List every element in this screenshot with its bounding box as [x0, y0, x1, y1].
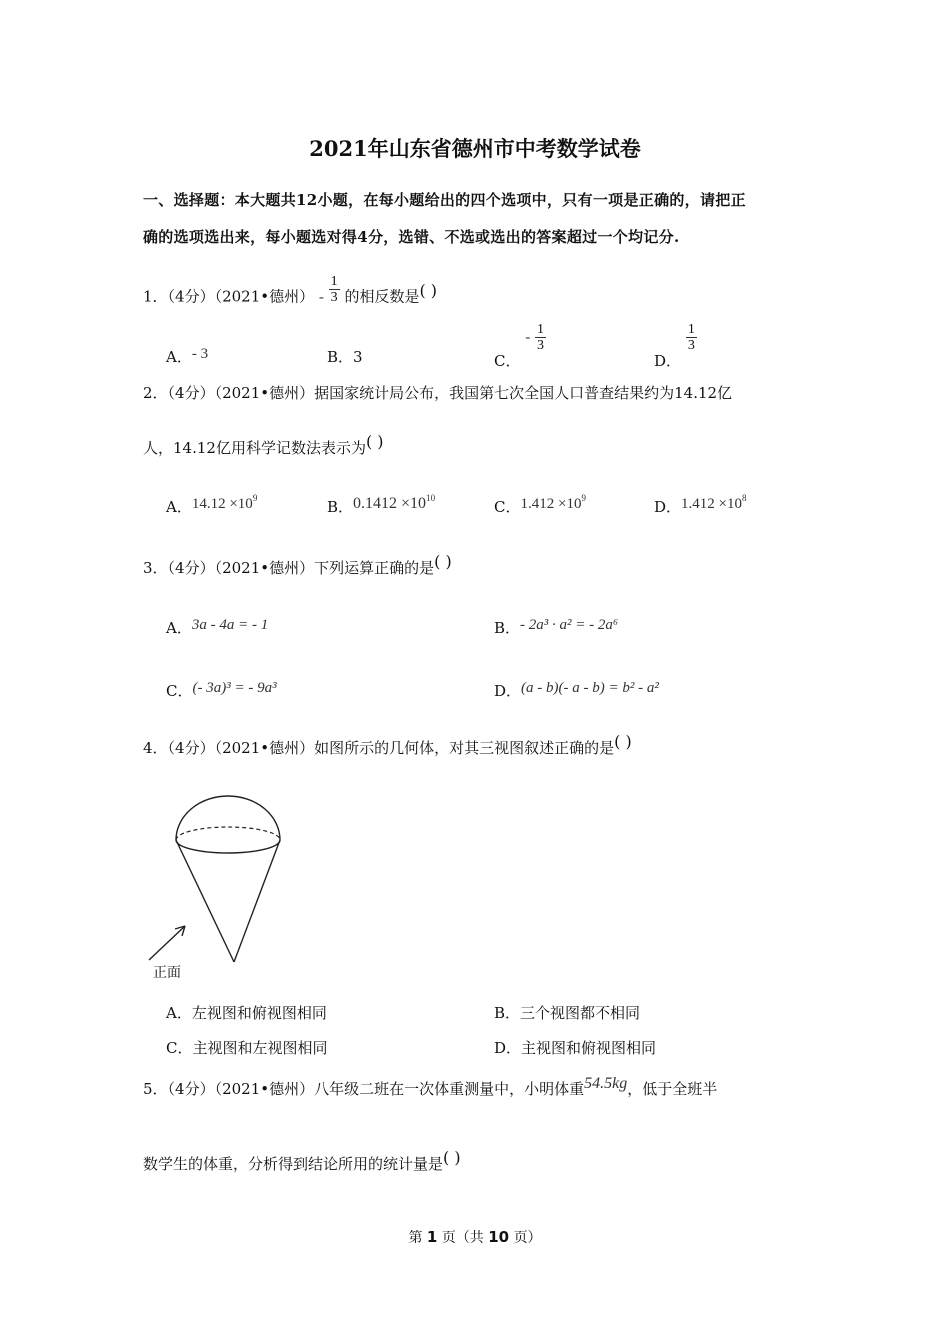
weight-value: 54.5kg: [584, 1075, 628, 1092]
option-label: C．: [494, 351, 521, 370]
q3-option-b: [494, 617, 618, 638]
q4-option-b: B．三个视图都不相同: [494, 1004, 641, 1022]
question-1: [143, 274, 438, 313]
page-footer: [0, 1227, 950, 1247]
option-label: C．: [494, 498, 521, 516]
q2-option-a: [166, 493, 258, 517]
option-value: - 3: [191, 346, 209, 362]
figure-label-front: 正面: [153, 965, 181, 981]
question-5-line2: [143, 1148, 461, 1174]
q3-option-d: [494, 680, 659, 701]
view-arrow-shaft: [149, 926, 185, 960]
q1-option-c: [494, 322, 546, 370]
option-base: 1.412 ×10: [681, 496, 742, 512]
option-value: 3: [353, 348, 363, 366]
footer-text: 第: [408, 1230, 423, 1246]
cone-left-edge: [176, 840, 234, 962]
question-2-line1: 2．（4分）（2021•德州）据国家统计局公布，我国第七次全国人口普查结果约为14.12亿: [143, 384, 733, 402]
answer-blank: ( ): [419, 280, 438, 300]
question-1-neg-sign: -: [318, 289, 324, 306]
footer-text: 页）: [513, 1230, 542, 1246]
question-2-text: 人，14.12亿用科学记数法表示为: [143, 439, 366, 457]
q1-option-b: [327, 346, 363, 367]
option-base: 0.1412 ×10: [353, 495, 427, 512]
question-1-prefix: 1．（4分）（2021•德州）: [143, 287, 315, 306]
question-3-text: 3．（4分）（2021•德州）下列运算正确的是: [143, 559, 435, 577]
option-expression: (a - b)(- a - b) = b² - a²: [521, 680, 659, 696]
answer-blank: ( ): [443, 1148, 461, 1167]
option-exponent: 10: [426, 493, 436, 503]
fraction-denominator: 3: [687, 338, 695, 353]
question-1-fraction: [329, 274, 340, 305]
option-fraction: [535, 322, 546, 353]
option-label: A．: [166, 498, 192, 516]
option-exponent: 9: [581, 493, 586, 503]
fraction-numerator: 1: [687, 322, 695, 337]
answer-blank: ( ): [365, 432, 384, 451]
q2-option-d: [654, 493, 747, 517]
question-4-text: 4．（4分）（2021•德州）如图所示的几何体，对其三视图叙述正确的是: [143, 739, 615, 757]
question-5-text: 5．（4分）（2021•德州）八年级二班在一次体重测量中，小明体重: [143, 1080, 585, 1098]
page-title: 2021年山东省德州市中考数学试卷: [309, 136, 641, 161]
rim-hidden-edge: [176, 827, 280, 840]
option-label: D．: [494, 682, 522, 700]
option-exponent: 9: [252, 493, 258, 503]
cone-right-edge: [234, 840, 280, 962]
page-number: 1: [426, 1228, 438, 1246]
total-pages: 10: [488, 1228, 510, 1246]
question-2-line2: [143, 432, 384, 458]
option-base: 1.412 ×10: [520, 496, 582, 512]
question-3: [143, 552, 452, 578]
q4-option-d: D．主视图和俯视图相同: [494, 1039, 657, 1057]
section-instructions-line2: 确的选项选出来，每小题选对得4分，选错、不选或选出的答案超过一个均记分.: [143, 228, 680, 246]
hemisphere-dome: [176, 796, 280, 840]
question-4: [143, 732, 632, 758]
q1-option-a: [166, 346, 208, 367]
option-expression: 3a - 4a = - 1: [191, 617, 269, 633]
option-base: 14.12 ×10: [191, 496, 253, 512]
answer-blank: ( ): [434, 552, 452, 571]
question-1-suffix: 的相反数是: [344, 287, 420, 306]
q2-option-c: [494, 493, 586, 517]
question-5-text-line2: 数学生的体重，分析得到结论所用的统计量是: [143, 1155, 444, 1173]
q4-option-a: A．左视图和俯视图相同: [166, 1004, 327, 1022]
fraction-numerator: 1: [330, 274, 338, 289]
fraction-denominator: 3: [330, 290, 338, 305]
question-5-line1: [143, 1075, 718, 1099]
option-label: B．: [327, 348, 354, 366]
question-5-text-suffix: ，低于全班半: [627, 1080, 718, 1098]
option-fraction: [686, 322, 697, 353]
cone-hemisphere-figure: [140, 785, 300, 985]
fraction-numerator: 1: [537, 322, 545, 337]
option-expression: - 2a³ · a² = - 2a⁶: [520, 617, 619, 633]
q2-option-b: [327, 493, 436, 517]
option-expression: (- 3a)³ = - 9a³: [192, 680, 277, 696]
fraction-denominator: 3: [537, 338, 545, 353]
option-label: A．: [166, 348, 192, 366]
footer-text: 页（共: [441, 1230, 484, 1246]
option-label: D．: [654, 351, 682, 370]
section-instructions-line1: 一、选择题：本大题共12小题，在每小题给出的四个选项中，只有一项是正确的，请把正: [143, 191, 746, 209]
option-label: C．: [166, 682, 193, 700]
q4-option-c: C．主视图和左视图相同: [166, 1039, 328, 1057]
option-label: B．: [494, 619, 521, 637]
option-exponent: 8: [742, 493, 747, 503]
rim-front-edge: [176, 840, 280, 853]
q3-option-a: [166, 617, 268, 638]
option-label: D．: [654, 498, 682, 516]
q3-option-c: [166, 680, 277, 701]
option-label: A．: [166, 619, 192, 637]
q1-option-d: [654, 322, 697, 370]
option-label: B．: [327, 498, 354, 516]
option-neg-sign: -: [525, 329, 531, 346]
answer-blank: ( ): [614, 732, 632, 751]
